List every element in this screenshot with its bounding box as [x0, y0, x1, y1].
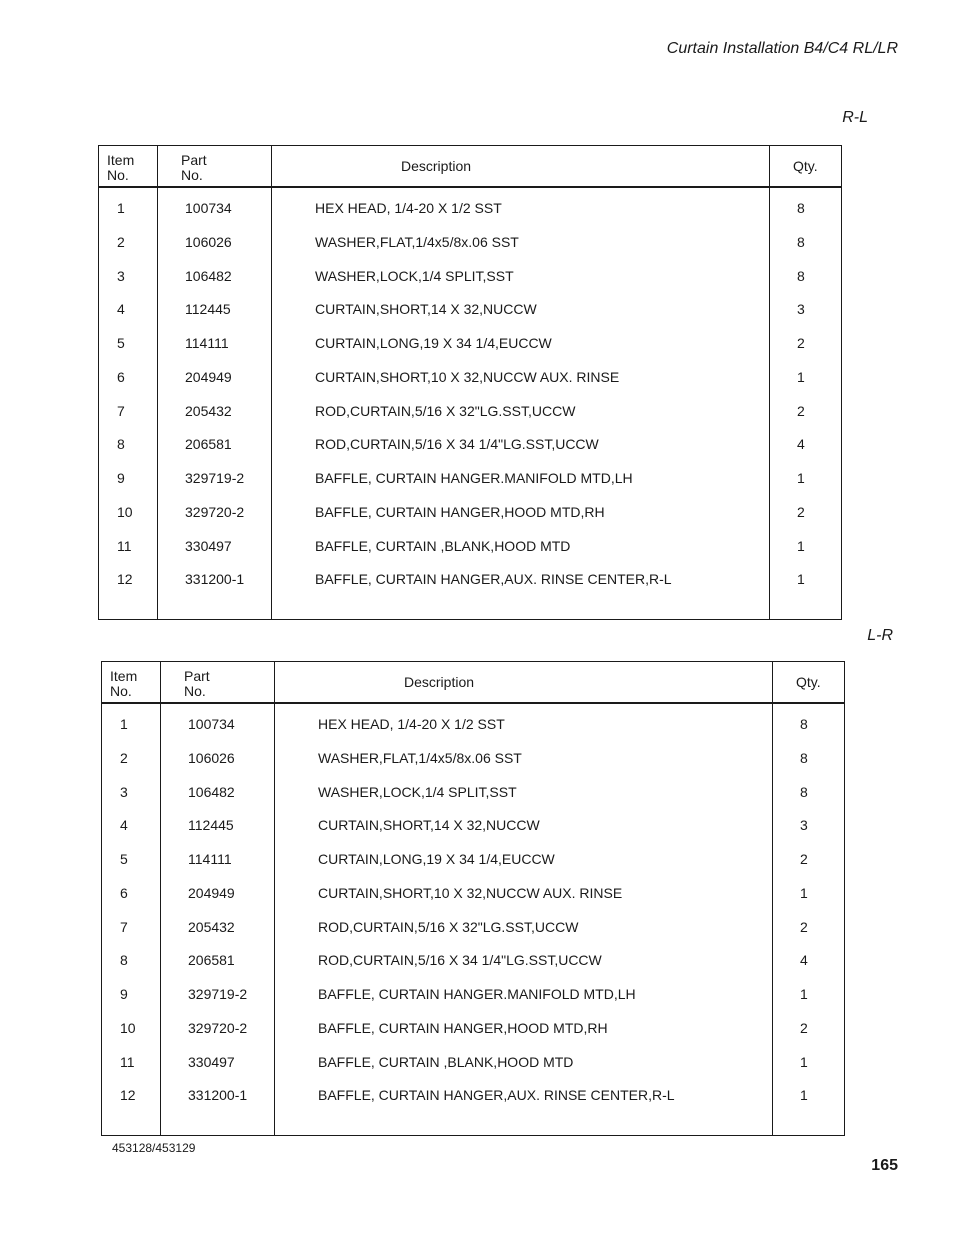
- qty-cell: 1: [800, 1053, 808, 1070]
- table-row: [99, 327, 841, 361]
- parts-table-rl: [98, 145, 842, 620]
- part-no-cell: 112445: [185, 301, 231, 318]
- description-cell: ROD,CURTAIN,5/16 X 32"LG.SST,UCCW: [318, 918, 579, 935]
- description-cell: BAFFLE, CURTAIN HANGER,HOOD MTD,RH: [318, 1019, 608, 1036]
- part-no-cell: 329719-2: [188, 986, 248, 1002]
- part-no-cell: 329720-2: [185, 503, 245, 520]
- table-row: [99, 226, 841, 260]
- header-qty: Qty.: [793, 158, 818, 174]
- item-no-cell: 7: [117, 402, 125, 419]
- item-no-cell: 4: [117, 301, 125, 318]
- item-no-cell: 2: [117, 233, 125, 250]
- description-cell: CURTAIN,LONG,19 X 34 1/4,EUCCW: [315, 335, 552, 351]
- parts-table-lr: [101, 661, 845, 1136]
- table-row: [102, 1046, 844, 1080]
- part-no-cell: 330497: [185, 537, 232, 554]
- table-row: [99, 293, 841, 327]
- page-header-title: Curtain Installation B4/C4 RL/LR: [666, 40, 898, 57]
- table-row: [99, 530, 841, 564]
- part-no-cell: 329720-2: [188, 1019, 248, 1036]
- qty-cell: 3: [797, 301, 805, 318]
- table-row: [99, 260, 841, 294]
- qty-cell: 1: [800, 884, 808, 901]
- table-body: [102, 704, 844, 1113]
- document-number: 453128/453129: [112, 1141, 196, 1155]
- header-item-no: Item No.: [110, 668, 138, 699]
- description-cell: WASHER,FLAT,1/4x5/8x.06 SST: [318, 749, 522, 766]
- item-no-cell: 9: [117, 470, 125, 486]
- item-no-cell: 2: [120, 749, 128, 766]
- part-no-cell: 331200-1: [185, 571, 245, 588]
- description-cell: CURTAIN,LONG,19 X 34 1/4,EUCCW: [318, 851, 555, 867]
- description-cell: ROD,CURTAIN,5/16 X 34 1/4"LG.SST,UCCW: [315, 436, 599, 453]
- item-no-cell: 12: [117, 571, 133, 588]
- qty-cell: 1: [797, 571, 805, 588]
- part-no-cell: 206581: [185, 436, 232, 453]
- part-no-cell: 331200-1: [188, 1087, 248, 1104]
- part-no-cell: 100734: [188, 716, 235, 732]
- item-no-cell: 1: [117, 200, 125, 216]
- qty-cell: 2: [797, 335, 805, 351]
- section-label-rl: R-L: [842, 109, 868, 126]
- part-no-cell: 330497: [188, 1053, 235, 1070]
- qty-cell: 2: [800, 1019, 808, 1036]
- part-no-cell: 100734: [185, 200, 232, 216]
- section-label-lr: L-R: [867, 627, 893, 644]
- table-row: [99, 563, 841, 597]
- qty-cell: 8: [797, 200, 805, 216]
- qty-cell: 1: [797, 368, 805, 385]
- description-cell: HEX HEAD, 1/4-20 X 1/2 SST: [315, 200, 502, 216]
- description-cell: CURTAIN,SHORT,14 X 32,NUCCW: [315, 301, 537, 318]
- item-no-cell: 4: [120, 817, 128, 834]
- header-item-no: Item No.: [107, 152, 135, 183]
- item-no-cell: 7: [120, 918, 128, 935]
- qty-cell: 4: [800, 952, 808, 969]
- table-header-row: [99, 146, 841, 188]
- table-row: [102, 978, 844, 1012]
- part-no-cell: 329719-2: [185, 470, 245, 486]
- header-part-no: Part No.: [181, 152, 207, 183]
- qty-cell: 2: [800, 851, 808, 867]
- header-part-no: Part No.: [184, 668, 210, 699]
- item-no-cell: 11: [120, 1053, 135, 1070]
- description-cell: CURTAIN,SHORT,10 X 32,NUCCW AUX. RINSE: [315, 368, 620, 385]
- part-no-cell: 106482: [185, 267, 232, 284]
- part-no-cell: 204949: [188, 884, 235, 901]
- header-description: Description: [404, 674, 475, 690]
- item-no-cell: 11: [117, 537, 132, 554]
- item-no-cell: 10: [117, 503, 133, 520]
- description-cell: CURTAIN,SHORT,10 X 32,NUCCW AUX. RINSE: [318, 884, 623, 901]
- qty-cell: 3: [800, 817, 808, 834]
- table-header-row: [102, 662, 844, 704]
- table-row: [99, 496, 841, 530]
- item-no-cell: 3: [120, 783, 128, 800]
- qty-cell: 8: [800, 716, 808, 732]
- table-row: [102, 877, 844, 911]
- header-description: Description: [401, 158, 472, 174]
- description-cell: BAFFLE, CURTAIN HANGER,AUX. RINSE CENTER,R-L: [315, 571, 672, 588]
- description-cell: BAFFLE, CURTAIN ,BLANK,HOOD MTD: [318, 1053, 574, 1070]
- part-no-cell: 206581: [188, 952, 235, 969]
- table-row: [99, 462, 841, 496]
- table-row: [99, 361, 841, 395]
- table-body: [99, 188, 841, 597]
- table-row: [99, 428, 841, 462]
- part-no-cell: 205432: [185, 402, 232, 419]
- qty-cell: 1: [800, 1087, 808, 1104]
- qty-cell: 2: [797, 503, 805, 520]
- description-cell: BAFFLE, CURTAIN ,BLANK,HOOD MTD: [315, 537, 571, 554]
- item-no-cell: 5: [117, 335, 125, 351]
- description-cell: BAFFLE, CURTAIN HANGER.MANIFOLD MTD,LH: [315, 470, 633, 486]
- description-cell: HEX HEAD, 1/4-20 X 1/2 SST: [318, 716, 505, 732]
- part-no-cell: 114111: [188, 851, 232, 867]
- qty-cell: 8: [797, 267, 805, 284]
- description-cell: WASHER,FLAT,1/4x5/8x.06 SST: [315, 233, 519, 250]
- header-qty: Qty.: [796, 674, 821, 690]
- qty-cell: 8: [797, 233, 805, 250]
- table-row: [102, 809, 844, 843]
- qty-cell: 8: [800, 783, 808, 800]
- description-cell: BAFFLE, CURTAIN HANGER,HOOD MTD,RH: [315, 503, 605, 520]
- qty-cell: 2: [800, 918, 808, 935]
- item-no-cell: 12: [120, 1087, 136, 1104]
- table-row: [102, 708, 844, 742]
- qty-cell: 8: [800, 749, 808, 766]
- description-cell: BAFFLE, CURTAIN HANGER.MANIFOLD MTD,LH: [318, 986, 636, 1002]
- qty-cell: 4: [797, 436, 805, 453]
- part-no-cell: 205432: [188, 918, 235, 935]
- item-no-cell: 10: [120, 1019, 136, 1036]
- page-number: 165: [871, 1157, 898, 1174]
- qty-cell: 1: [797, 470, 805, 486]
- qty-cell: 1: [797, 537, 805, 554]
- table-row: [102, 776, 844, 810]
- item-no-cell: 8: [117, 436, 125, 453]
- description-cell: ROD,CURTAIN,5/16 X 32"LG.SST,UCCW: [315, 402, 576, 419]
- item-no-cell: 3: [117, 267, 125, 284]
- description-cell: BAFFLE, CURTAIN HANGER,AUX. RINSE CENTER,R-L: [318, 1087, 675, 1104]
- qty-cell: 2: [797, 402, 805, 419]
- part-no-cell: 204949: [185, 368, 232, 385]
- description-cell: CURTAIN,SHORT,14 X 32,NUCCW: [318, 817, 540, 834]
- part-no-cell: 106026: [188, 749, 235, 766]
- item-no-cell: 9: [120, 986, 128, 1002]
- table-row: [99, 395, 841, 429]
- description-cell: WASHER,LOCK,1/4 SPLIT,SST: [318, 783, 517, 800]
- table-row: [102, 944, 844, 978]
- table-row: [102, 843, 844, 877]
- qty-cell: 1: [800, 986, 808, 1002]
- table-row: [99, 192, 841, 226]
- description-cell: WASHER,LOCK,1/4 SPLIT,SST: [315, 267, 514, 284]
- item-no-cell: 1: [120, 716, 128, 732]
- table-row: [102, 911, 844, 945]
- part-no-cell: 106026: [185, 233, 232, 250]
- item-no-cell: 5: [120, 851, 128, 867]
- part-no-cell: 112445: [188, 817, 234, 834]
- description-cell: ROD,CURTAIN,5/16 X 34 1/4"LG.SST,UCCW: [318, 952, 602, 969]
- part-no-cell: 106482: [188, 783, 235, 800]
- table-row: [102, 1012, 844, 1046]
- item-no-cell: 6: [120, 884, 128, 901]
- table-row: [102, 742, 844, 776]
- item-no-cell: 6: [117, 368, 125, 385]
- item-no-cell: 8: [120, 952, 128, 969]
- part-no-cell: 114111: [185, 335, 229, 351]
- table-row: [102, 1079, 844, 1113]
